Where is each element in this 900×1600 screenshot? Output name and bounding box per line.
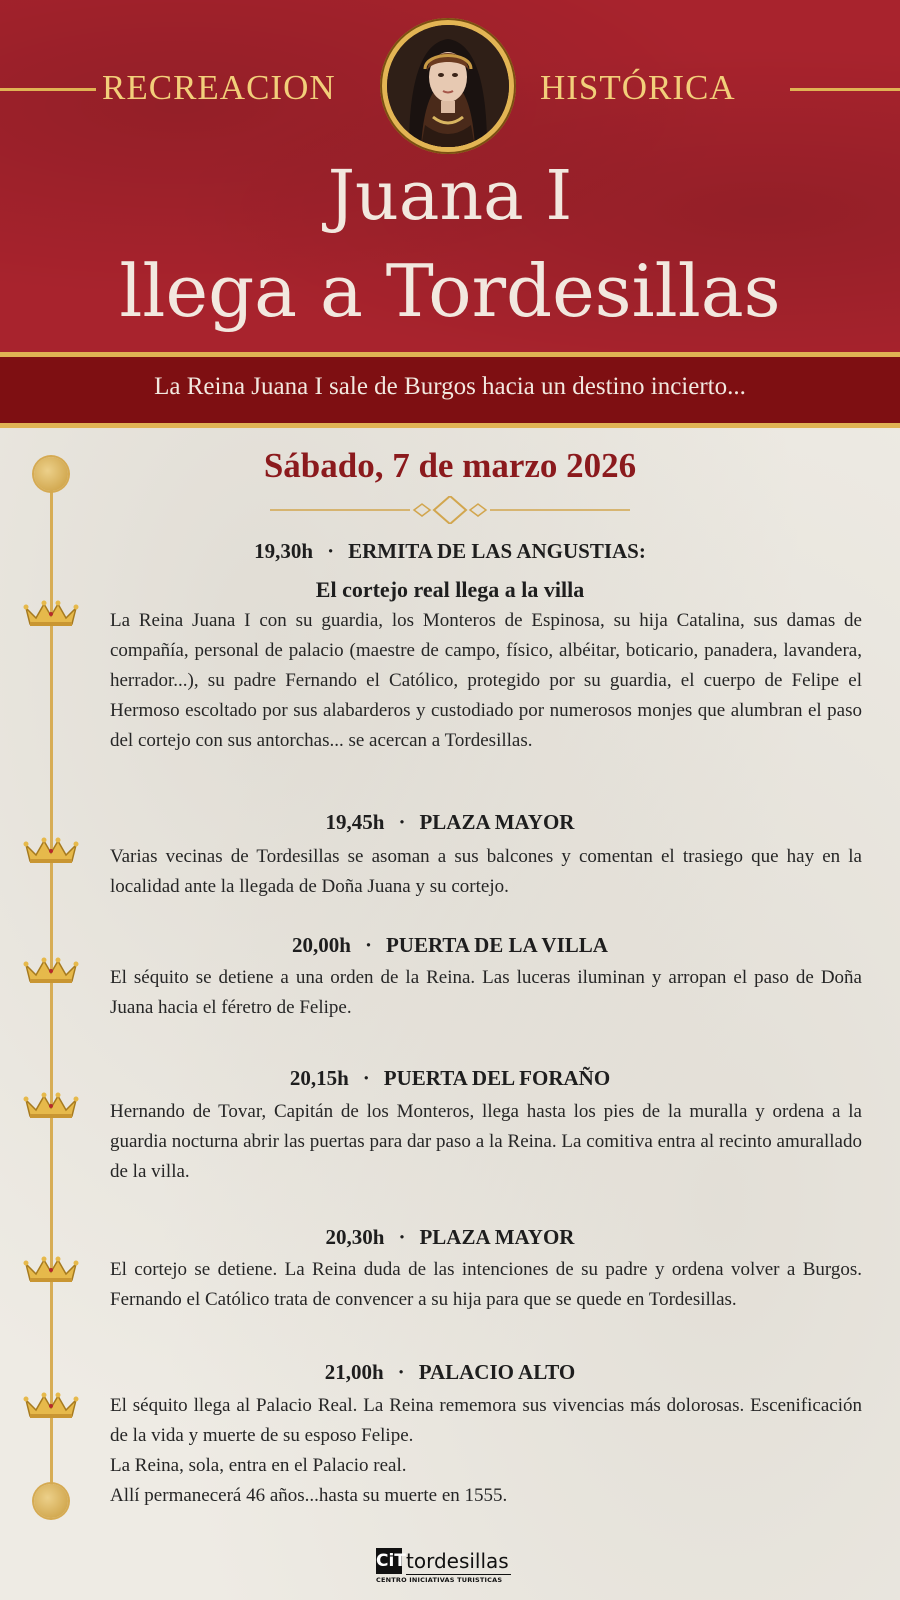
event-place: PALACIO ALTO — [418, 1360, 576, 1384]
event-subtitle: El cortejo real llega a la villa — [315, 577, 585, 602]
separator-dot: · — [362, 1066, 370, 1090]
event-description: Hernando de Tovar, Capitán de los Monteros, llega hasta los pies de la muralla y ordena a la guardia nocturna abrir las puertas para dar paso a la Reina. La comitiva entra al recinto amurallado de la villa. — [110, 1101, 862, 1182]
logo-tagline: CENTRO INICIATIVAS TURISTICAS — [376, 1576, 503, 1584]
event-time: 20,00h — [292, 933, 351, 957]
event-description — [110, 1391, 862, 1511]
subtitle-text: La Reina Juana I sale de Burgos hacia un destino incierto... — [154, 373, 746, 400]
event-time: 20,15h — [289, 1066, 349, 1090]
queen-portrait — [380, 18, 516, 154]
separator-dot: · — [364, 933, 372, 957]
kicker-left: RECREACION — [102, 68, 336, 107]
event-place: PLAZA MAYOR — [419, 1225, 575, 1249]
queen-portrait-image — [387, 25, 509, 147]
timeline-start-dot — [34, 457, 68, 491]
event-time: 19,45h — [325, 810, 385, 834]
event-description: El cortejo se detiene. La Reina duda de las intenciones de su padre y ordena volver a Burgos. Fernando el Católico trata de convencer a su hija para que se quede en Tordesillas. — [110, 1259, 862, 1310]
separator-dot: · — [397, 1360, 405, 1384]
event-place: PLAZA MAYOR — [419, 810, 575, 834]
crown-icon — [22, 1390, 80, 1420]
event-description-line: El séquito llega al Palacio Real. La Reina rememora sus vivencias más dolorosas. Escenificación de la vida y muerte de su esposo Felipe. — [110, 1395, 862, 1446]
logo-mark: CiT — [376, 1548, 402, 1574]
timeline-end-dot — [34, 1484, 68, 1518]
event-heading — [0, 807, 900, 837]
event-place: ERMITA DE LAS ANGUSTIAS: — [348, 539, 646, 563]
event-time: 20,30h — [325, 1225, 385, 1249]
gold-rule-right — [790, 88, 900, 91]
ornament-divider — [270, 496, 630, 524]
kicker-right: HISTÓRICA — [540, 68, 736, 107]
event-place: PUERTA DEL FORAÑO — [383, 1066, 611, 1090]
event-heading — [0, 930, 900, 960]
event-description: Varias vecinas de Tordesillas se asoman a sus balcones y comentan el trasiego que hay en la localidad ante la llegada de Doña Juana y su cortejo. — [110, 846, 862, 897]
event-time: 19,30h — [254, 539, 314, 563]
crown-icon — [22, 1254, 80, 1284]
main-title-line1: Juana I — [327, 157, 573, 236]
separator-dot: · — [398, 810, 406, 834]
logo-name: tordesillas — [406, 1549, 509, 1573]
event-time: 21,00h — [324, 1360, 384, 1384]
event-description-line: La Reina, sola, entra en el Palacio real. — [110, 1455, 407, 1476]
separator-dot: · — [327, 539, 335, 563]
event-date: Sábado, 7 de marzo 2026 — [263, 446, 637, 485]
event-description-line: Allí permanecerá 46 años...hasta su muerte en 1555. — [110, 1485, 508, 1506]
crown-icon — [22, 835, 80, 865]
separator-dot: · — [398, 1225, 406, 1249]
header — [0, 0, 900, 352]
crown-icon — [22, 1090, 80, 1120]
event-description: El séquito se detiene a una orden de la Reina. Las luceras iluminan y arropan el paso de Doña Juana hacia el féretro de Felipe. — [110, 967, 862, 1018]
subtitle-banner — [0, 352, 900, 428]
event-heading — [0, 1357, 900, 1387]
event-heading — [0, 536, 900, 566]
event-heading — [0, 1063, 900, 1093]
event-place: PUERTA DE LA VILLA — [385, 933, 608, 957]
main-title-line2: llega a Tordesillas — [119, 249, 781, 333]
event-description: La Reina Juana I con su guardia, los Monteros de Espinosa, su hija Catalina, sus damas de compañía, personal de palacio (maestre de campo, físico, albéitar, boticario, panadera, lavandera, herrador...), su padre Fernando el Católico, protegido por su guardia, el cuerpo de Felipe el Hermoso escoltado por sus alabarderos y custodiado por numerosos monjes que alumbran el paso del cortejo con sus antorchas... se acercan a Tordesillas. — [110, 610, 862, 751]
gold-rule-left — [0, 88, 96, 91]
event-heading — [0, 1222, 900, 1252]
cit-tordesillas-logo — [376, 1548, 518, 1586]
